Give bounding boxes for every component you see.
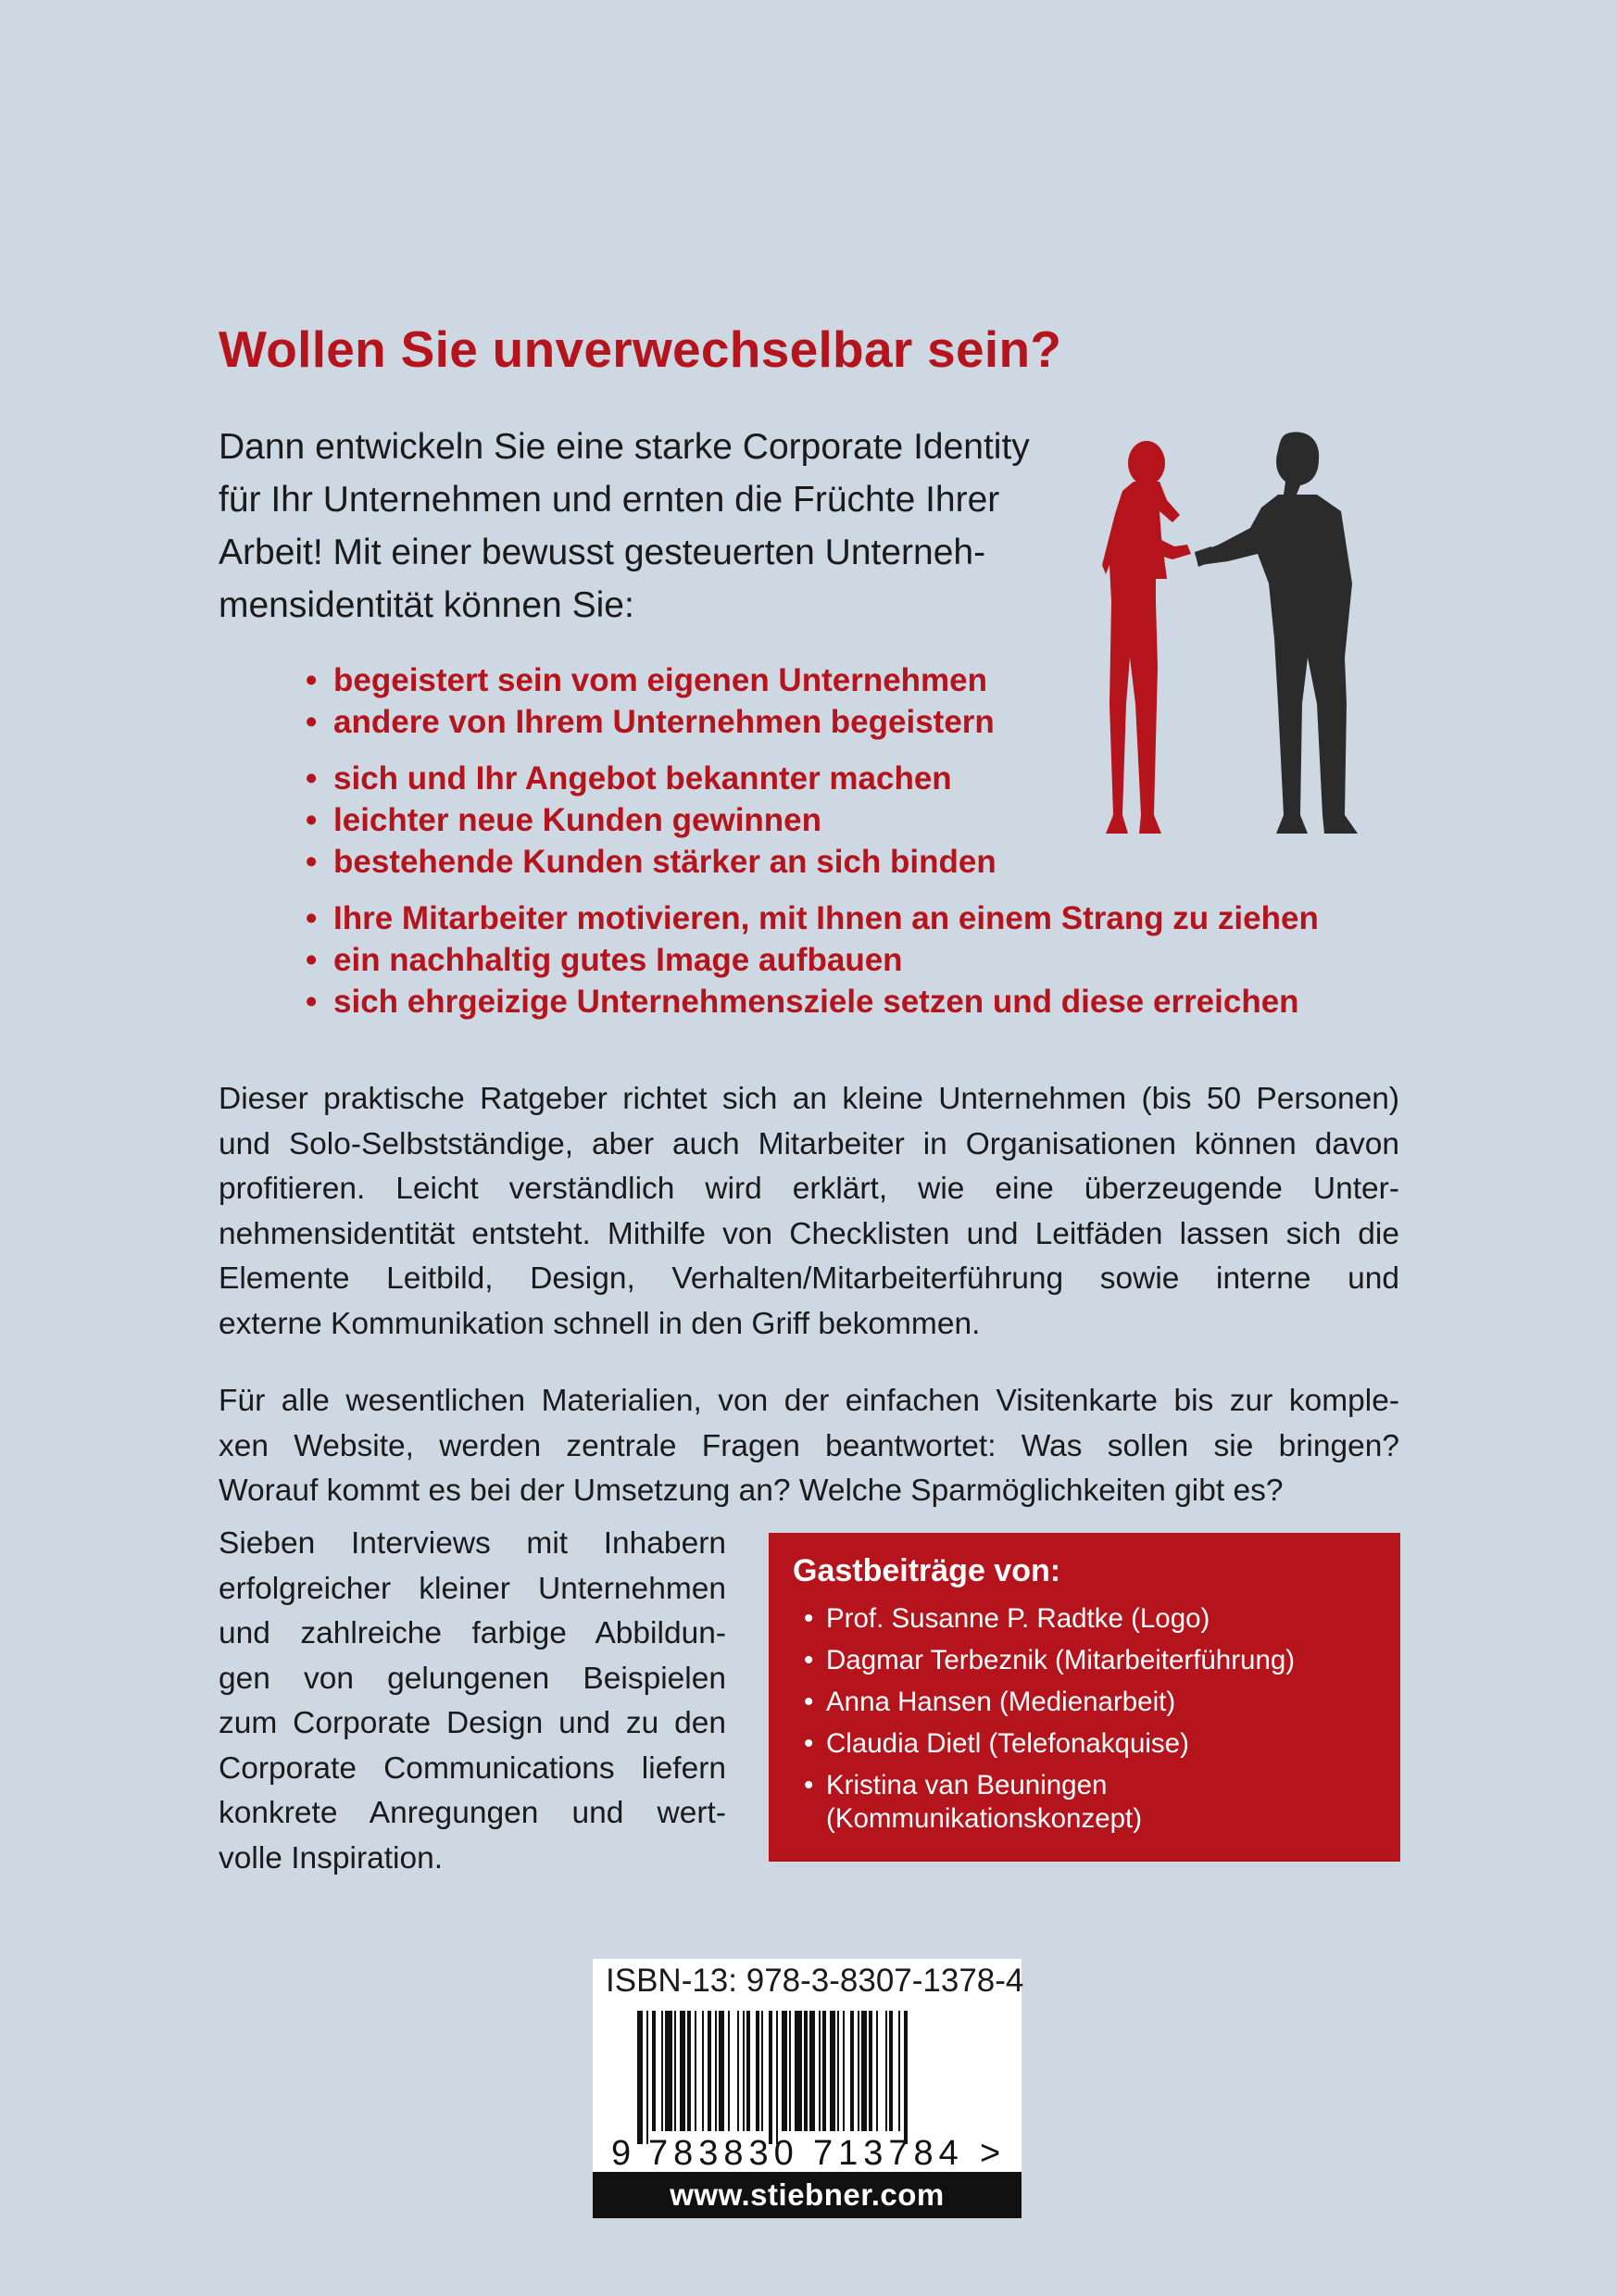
barcode-bar — [822, 2011, 826, 2131]
benefit-item: • andere von Ihrem Unternehmen begeistern — [306, 701, 1319, 743]
barcode-bar — [904, 2011, 908, 2144]
paragraph-line: Für alle wesentlichen Materialien, von der einfachen Visitenkarte bis zur komple- — [219, 1384, 1399, 1418]
barcode-bar — [637, 2011, 643, 2144]
guest-item: • Dagmar Terbeznik (Mitarbeiterführung) — [804, 1644, 1376, 1677]
paragraph-line: gen von gelungenen Beispielen — [219, 1661, 726, 1696]
intro-line: Dann entwickeln Sie eine starke Corporate Identity — [219, 427, 1030, 467]
isbn-label: ISBN-13: 978-3-8307-1378-4 — [606, 1963, 1024, 1999]
barcode-bar — [737, 2011, 739, 2131]
barcode-icon — [593, 1959, 1022, 2172]
benefit-item: • sich und Ihr Angebot bekannter machen — [306, 758, 1319, 799]
barcode-bar — [819, 2011, 821, 2131]
paragraph-line: Corporate Communications liefern — [219, 1750, 726, 1786]
paragraph-line: und Solo-Selbstständige, aber auch Mitarbeiter in Organisationen können davon — [219, 1126, 1399, 1161]
barcode-bar — [687, 2011, 691, 2131]
guest-item — [804, 1769, 1376, 1836]
paragraph-line: nehmensidentität entsteht. Mithilfe von Checklisten und Leitfäden lassen sich die — [219, 1216, 1399, 1251]
benefits-list — [306, 659, 1319, 1023]
paragraph-line: konkrete Anregungen und wert- — [219, 1796, 726, 1830]
barcode-bar — [719, 2011, 724, 2131]
barcode-digits-group1: 783830 — [648, 2134, 799, 2172]
barcode-digit-suffix: > — [980, 2134, 1001, 2172]
guest-box-title: Gastbeiträge von: — [793, 1553, 1061, 1588]
barcode-bar — [769, 2011, 772, 2144]
barcode-bar — [728, 2011, 730, 2131]
barcode-bar — [756, 2011, 759, 2131]
barcode-bar — [830, 2011, 835, 2131]
barcode-bar — [795, 2011, 802, 2131]
guest-list — [793, 1602, 1376, 1836]
paragraph-line: xen Website, werden zentrale Fragen beantwortet: Was sollen sie bringen? — [219, 1428, 1399, 1463]
guest-item-topic: (Kommunikationskonzept) — [826, 1803, 1143, 1834]
barcode-bar — [861, 2011, 867, 2131]
benefit-item: • bestehende Kunden stärker an sich binden — [306, 841, 1319, 883]
barcode-bar — [889, 2011, 893, 2131]
paragraph-line: profitieren. Leicht verständlich wird erklärt, wie eine überzeugende Unter- — [219, 1172, 1399, 1206]
intro-text — [219, 420, 1052, 632]
intro-line: für Ihr Unternehmen und ernten die Früchte Ihrer — [219, 480, 1000, 520]
benefit-item: • sich ehrgeizige Unternehmensziele setzen und diese erreichen — [306, 981, 1319, 1023]
barcode-bar — [869, 2011, 872, 2131]
barcode-bar — [885, 2011, 887, 2131]
barcode-bar — [746, 2011, 750, 2131]
barcode-bar — [674, 2011, 676, 2131]
paragraph-line: zum Corporate Design und zu den — [219, 1706, 726, 1740]
paragraph-line: erfolgreicher kleiner Unternehmen — [219, 1571, 726, 1606]
paragraph-line: Dieser praktische Ratgeber richtet sich an kleine Unternehmen (bis 50 Personen) — [219, 1082, 1399, 1116]
benefit-item: • leichter neue Kunden gewinnen — [306, 799, 1319, 841]
barcode-bar — [761, 2011, 763, 2131]
intro-line: Arbeit! Mit einer bewusst gesteuerten Unterneh- — [219, 533, 986, 572]
barcode-bar — [809, 2011, 815, 2131]
barcode-bar — [715, 2011, 717, 2131]
barcode-bar — [858, 2011, 859, 2131]
barcode-bar — [665, 2011, 672, 2131]
barcode-bar — [708, 2011, 711, 2131]
description-paragraph-2 — [219, 1379, 1399, 1514]
intro-line: mensidentität können Sie: — [219, 585, 634, 625]
guest-item: • Prof. Susanne P. Radtke (Logo) — [804, 1602, 1376, 1636]
paragraph-line: Elemente Leitbild, Design, Verhalten/Mitarbeiterführung sowie interne und — [219, 1261, 1399, 1296]
barcode-bar — [837, 2011, 839, 2131]
barcode-bar — [702, 2011, 704, 2131]
paragraph-line: externe Kommunikation schnell in den Griff bekommen. — [219, 1306, 981, 1341]
barcode-bar — [782, 2011, 787, 2131]
guest-item: • Claudia Dietl (Telefonakquise) — [804, 1727, 1376, 1761]
isbn-barcode — [593, 1959, 1022, 2204]
barcode-bar — [789, 2011, 791, 2131]
benefit-item: • begeistert sein vom eigenen Unternehmen — [306, 659, 1319, 701]
barcode-digits-group2: 713784 — [813, 2134, 964, 2172]
publisher-url: www.stiebner.com — [593, 2172, 1022, 2218]
description-paragraph-3 — [219, 1522, 726, 1881]
paragraph-line: volle Inspiration. — [219, 1840, 444, 1876]
barcode-bar — [843, 2011, 845, 2131]
description-paragraph-1 — [219, 1077, 1399, 1347]
benefit-item: • Ihre Mitarbeiter motivieren, mit Ihnen an einem Strang zu ziehen — [306, 897, 1319, 939]
headline: Wollen Sie unverwechselbar sein? — [219, 320, 1062, 378]
barcode-bar — [898, 2011, 900, 2131]
paragraph-line: Sieben Interviews mit Inhabern — [219, 1526, 726, 1561]
barcode-bar — [652, 2011, 656, 2131]
barcode-bar — [876, 2011, 878, 2131]
barcode-bar — [680, 2011, 685, 2131]
barcode-bar — [850, 2011, 854, 2131]
barcode-bar — [661, 2011, 663, 2131]
barcode-bar — [776, 2011, 778, 2144]
barcode-bar — [743, 2011, 745, 2131]
guest-contributions-box — [769, 1533, 1400, 1862]
paragraph-line: Worauf kommt es bei der Umsetzung an? Welche Sparmöglichkeiten gibt es? — [219, 1474, 1284, 1508]
barcode-bar — [695, 2011, 696, 2131]
guest-item-name: • Kristina van Beuningen — [826, 1770, 1108, 1800]
barcode-bar — [646, 2011, 648, 2144]
barcode-bar — [804, 2011, 808, 2131]
paragraph-line: und zahlreiche farbige Abbildun- — [219, 1616, 726, 1650]
guest-item: • Anna Hansen (Medienarbeit) — [804, 1686, 1376, 1719]
barcode-digit-first: 9 — [611, 2134, 632, 2172]
benefit-item: • ein nachhaltig gutes Image aufbauen — [306, 939, 1319, 981]
